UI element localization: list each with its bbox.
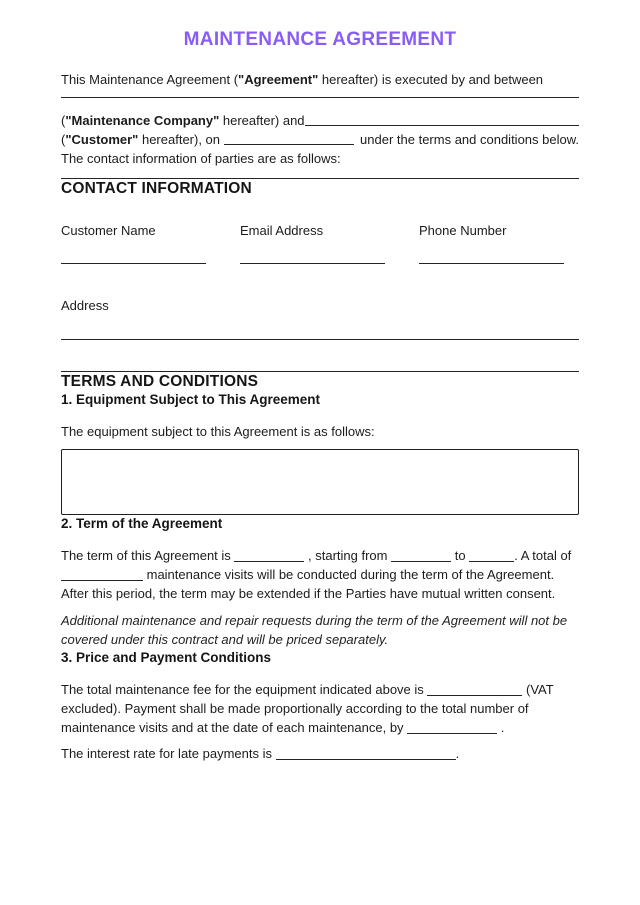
section2-body-text [61, 546, 579, 603]
section1-heading: 1. Equipment Subject to This Agreement [61, 392, 321, 407]
phone-number-input-line[interactable] [419, 263, 564, 264]
customer-name-label: Customer Name [61, 223, 156, 238]
price-text-2: (VAT excluded). Payment shall be made proportionally according to the total number of maintenance visits and at the date of each maintenance, by [61, 682, 554, 735]
maintenance-company-blank-line[interactable] [61, 97, 579, 98]
equipment-entry-box[interactable] [61, 449, 579, 515]
contact-fields-row [61, 222, 579, 264]
customer-name-input-line[interactable] [61, 263, 206, 264]
customer-name-blank[interactable] [305, 125, 579, 126]
phone-number-label: Phone Number [419, 223, 507, 238]
email-address-label: Email Address [240, 223, 324, 238]
term-text-5: maintenance visits will be conducted during the term of the Agreement. After this period, the term may be extended if the Parties have mutual written consent. [61, 567, 556, 601]
section2-italic-note: Additional maintenance and repair requests during the term of the Agreement will not be covered under this contract and will be priced separately. [61, 613, 568, 647]
contact-information-heading: CONTACT INFORMATION [61, 180, 252, 197]
visit-count-blank[interactable] [61, 568, 143, 581]
address-label: Address [61, 298, 109, 313]
customer-clause-text [61, 130, 220, 149]
email-address-input-line[interactable] [240, 263, 385, 264]
document-title: MAINTENANCE AGREEMENT [183, 29, 457, 50]
interest-text-post: . [455, 746, 460, 761]
phone-number-field [419, 222, 578, 264]
customer-name-field [61, 222, 240, 264]
contact-follows-text: The contact information of parties are as follows: [61, 151, 341, 166]
customer-clause-tail: hereafter), on [138, 132, 221, 147]
intro-text-pre: This Maintenance Agreement ( [61, 72, 239, 87]
term-text-4: . A total of [514, 548, 572, 563]
term-text-1: The term of this Agreement is [61, 548, 235, 563]
interest-rate-blank[interactable] [276, 747, 456, 760]
customer-paren: ( [61, 132, 66, 147]
email-address-field [240, 222, 419, 264]
maintenance-company-line [61, 111, 579, 130]
customer-date-line [61, 130, 579, 149]
agreement-date-blank[interactable] [224, 144, 354, 145]
terms-and-conditions-heading: TERMS AND CONDITIONS [61, 373, 259, 390]
intro-text-post: hereafter) is executed by and between [318, 72, 544, 87]
payment-method-blank[interactable] [407, 721, 497, 734]
price-text-3: . [497, 720, 505, 735]
section3-body-text [61, 680, 579, 737]
intro-paragraph [61, 70, 579, 89]
address-field [61, 297, 579, 372]
total-fee-blank[interactable] [427, 683, 522, 696]
customer-bold-term: "Customer" [65, 132, 139, 147]
price-text-1: The total maintenance fee for the equipment indicated above is [61, 682, 428, 697]
term-text-3: to [451, 548, 470, 563]
terms-below-text: under the terms and conditions below. [360, 132, 579, 147]
section2-heading: 2. Term of the Agreement [61, 516, 223, 531]
agreement-bold-term: "Agreement" [238, 72, 319, 87]
section1-body-text: The equipment subject to this Agreement is as follows: [61, 424, 375, 439]
start-date-blank[interactable] [391, 549, 451, 562]
company-clause-text [61, 111, 305, 130]
section3-heading: 3. Price and Payment Conditions [61, 650, 272, 665]
company-paren: ( [61, 113, 66, 128]
maintenance-company-bold-term: "Maintenance Company" [65, 113, 220, 128]
company-clause-tail: hereafter) and [219, 113, 305, 128]
end-date-blank[interactable] [469, 549, 514, 562]
address-input-line-1[interactable] [61, 339, 579, 340]
interest-rate-text [61, 744, 579, 763]
interest-text-pre: The interest rate for late payments is [61, 746, 276, 761]
term-text-2: , starting from [304, 548, 392, 563]
term-length-blank[interactable] [234, 549, 304, 562]
